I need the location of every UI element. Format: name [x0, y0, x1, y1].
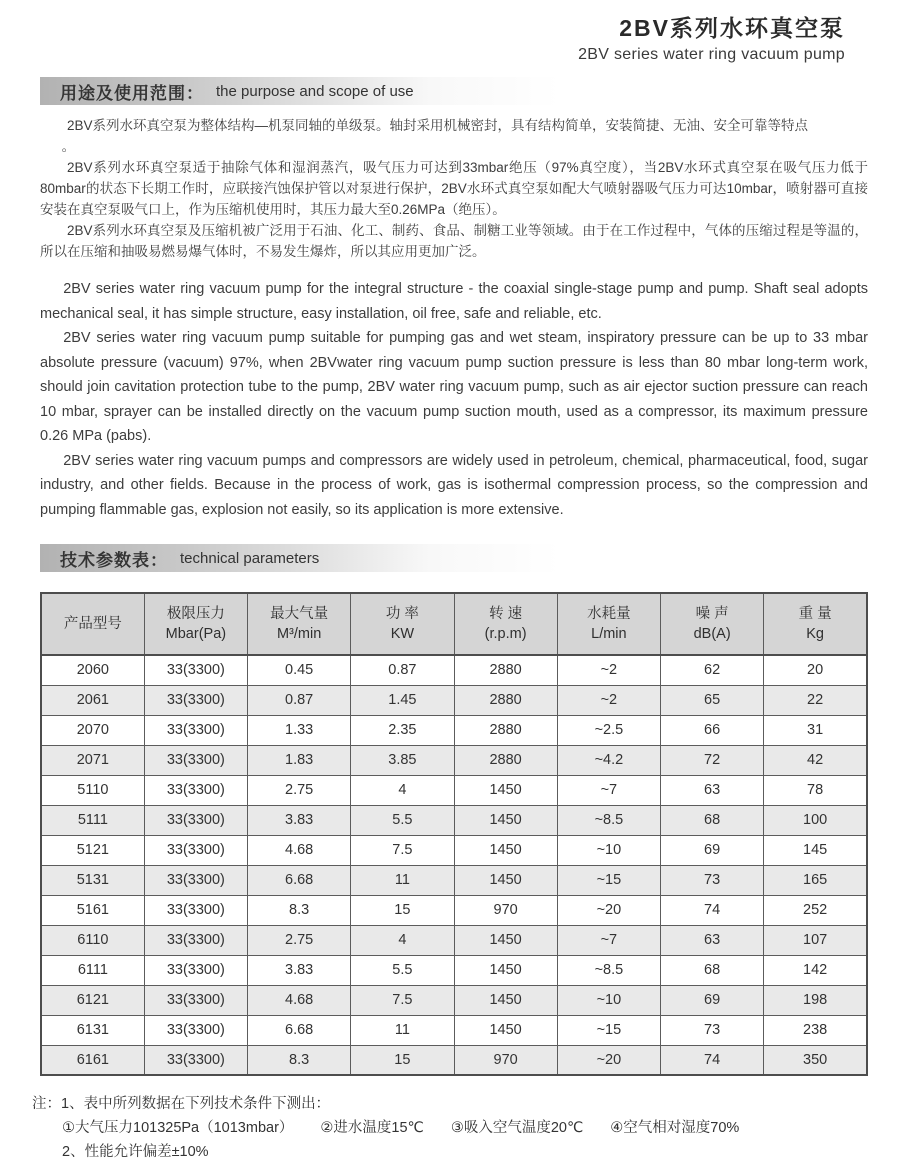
table-cell: 8.3: [248, 895, 351, 925]
column-header-label: 产品型号: [63, 616, 122, 632]
table-cell: 6121: [41, 985, 144, 1015]
table-cell: 7.5: [351, 835, 454, 865]
table-cell: 33(3300): [144, 925, 247, 955]
table-cell: 350: [764, 1045, 867, 1075]
note-line-2-text: 2、性能允许偏差±10%: [62, 1144, 209, 1160]
table-cell: 238: [764, 1015, 867, 1045]
table-cell: ~7: [557, 925, 660, 955]
table-row: [41, 745, 867, 775]
table-cell: 2880: [454, 715, 557, 745]
section-heading-parameters: [40, 544, 560, 572]
column-header-label: 最大气量: [270, 606, 329, 622]
table-cell: 1450: [454, 805, 557, 835]
table-row: [41, 955, 867, 985]
table-cell: 5121: [41, 835, 144, 865]
table-cell: 68: [661, 955, 764, 985]
column-header-unit: L/min: [591, 626, 627, 642]
table-cell: ~8.5: [557, 955, 660, 985]
table-cell: ~4.2: [557, 745, 660, 775]
table-cell: 69: [661, 985, 764, 1015]
table-cell: 6110: [41, 925, 144, 955]
table-cell: 2.35: [351, 715, 454, 745]
column-header-unit: dB(A): [693, 626, 731, 642]
table-cell: 2.75: [248, 775, 351, 805]
table-cell: 33(3300): [144, 775, 247, 805]
table-cell: 68: [661, 805, 764, 835]
table-row: [41, 715, 867, 745]
table-cell: 15: [351, 1045, 454, 1075]
table-cell: 6131: [41, 1015, 144, 1045]
table-cell: 4: [351, 775, 454, 805]
table-cell: 1450: [454, 1015, 557, 1045]
table-cell: 1.33: [248, 715, 351, 745]
table-cell: ~10: [557, 985, 660, 1015]
table-body: [41, 655, 867, 1075]
table-cell: 5131: [41, 865, 144, 895]
condition-relative-humidity: ④空气相对湿度70%: [610, 1120, 740, 1136]
table-row: [41, 925, 867, 955]
page-title-english: 2BV series water ring vacuum pump: [578, 46, 845, 63]
table-cell: ~8.5: [557, 805, 660, 835]
note-line-1: [32, 1092, 868, 1116]
table-cell: 63: [661, 775, 764, 805]
table-cell: 970: [454, 1045, 557, 1075]
table-cell: 33(3300): [144, 865, 247, 895]
header: [0, 0, 900, 64]
table-row: [41, 655, 867, 685]
table-cell: ~2.5: [557, 715, 660, 745]
table-cell: 5.5: [351, 805, 454, 835]
table-cell: 3.83: [248, 955, 351, 985]
table-header-row: [41, 593, 867, 655]
table-cell: 970: [454, 895, 557, 925]
table-cell: 1450: [454, 775, 557, 805]
table-cell: 5111: [41, 805, 144, 835]
table-cell: 11: [351, 1015, 454, 1045]
column-header-limit-pressure: [144, 593, 247, 655]
table-cell: ~2: [557, 655, 660, 685]
table-cell: 2071: [41, 745, 144, 775]
table-cell: 1.83: [248, 745, 351, 775]
table-row: [41, 685, 867, 715]
column-header-water-consumption: [557, 593, 660, 655]
table-cell: 4.68: [248, 985, 351, 1015]
paragraph-cn-3: 2BV系列水环真空泵及压缩机被广泛用于石油、化工、制药、食品、制糖工业等领域。由于在工作过程中，气体的压缩过程是等温的，所以在压缩和抽吸易燃易爆气体时，不易发生爆炸，所以其应用更加广泛。: [40, 223, 868, 259]
table-cell: 145: [764, 835, 867, 865]
table-cell: 72: [661, 745, 764, 775]
table-cell: 5.5: [351, 955, 454, 985]
table-cell: 33(3300): [144, 1045, 247, 1075]
table-row: [41, 805, 867, 835]
table-header: [41, 593, 867, 655]
table-cell: 62: [661, 655, 764, 685]
table-cell: 33(3300): [144, 805, 247, 835]
table-cell: 2880: [454, 745, 557, 775]
paragraph-cn-2: 2BV系列水环真空泵适于抽除气体和湿润蒸汽，吸气压力可达到33mbar绝压（97%真空度），当2BV水环式真空泵在吸气压力低于80mbar的状态下长期工作时，应联接汽蚀保护管以对泵进行保护，2BV水环式真空泵如配大气喷射器吸气压力可达10mbar，喷射器可直接安装在真空泵吸气口上，作为压缩机使用时，其压力最大至0.26MPa（绝压）。: [40, 160, 868, 217]
column-header-unit: M³/min: [276, 626, 322, 642]
table-cell: 69: [661, 835, 764, 865]
table-row: [41, 985, 867, 1015]
table-cell: ~15: [557, 865, 660, 895]
table-cell: 252: [764, 895, 867, 925]
table-row: [41, 775, 867, 805]
page-title-chinese: 2BV系列水环真空泵: [619, 15, 845, 41]
table-cell: 33(3300): [144, 895, 247, 925]
column-header-unit: Mbar(Pa): [165, 626, 227, 642]
paragraph-cn-1: 2BV系列水环真空泵为整体结构—机泵同轴的单级泵。轴封采用机械密封，具有结构简单，安装简捷、无油、安全可靠等特点: [67, 118, 809, 133]
table-cell: 165: [764, 865, 867, 895]
technical-parameters-table: [40, 592, 868, 1076]
table-cell: 0.87: [248, 685, 351, 715]
table-cell: 33(3300): [144, 985, 247, 1015]
table-cell: 33(3300): [144, 1015, 247, 1045]
column-header-label: 转 速: [489, 606, 523, 622]
table-cell: 2.75: [248, 925, 351, 955]
paragraph-en-2: 2BV series water ring vacuum pump suitable for pumping gas and wet steam, inspiratory pressure can be up to 33 mbar absolute pressure (vacuum) 97%, when 2BVwater ring vacuum pump suction pressure is less than 80 mbar long-term work, should join cavitation protection tube to the pump, 2BV water ring vacuum pump, such as air ejector suction pressure can reach 10 mbar, sprayer can be installed directly on the vacuum pump suction mouth, used as a compressor, its maximum pressure 0.26 MPa (pabs).: [40, 330, 868, 444]
table-cell: 0.87: [351, 655, 454, 685]
column-header-label: 极限压力: [166, 606, 225, 622]
notes: [32, 1092, 868, 1164]
table-cell: ~10: [557, 835, 660, 865]
column-header-label: 水耗量: [587, 606, 631, 622]
table-cell: 2880: [454, 685, 557, 715]
section-heading-parameters-en: technical parameters: [180, 549, 320, 567]
table-cell: 73: [661, 1015, 764, 1045]
table-cell: 4.68: [248, 835, 351, 865]
section-heading-purpose-en: the purpose and scope of use: [216, 82, 414, 100]
table-cell: 31: [764, 715, 867, 745]
table-row: [41, 835, 867, 865]
chinese-paragraphs: [40, 115, 868, 262]
english-paragraphs: [40, 277, 868, 522]
table-cell: 5110: [41, 775, 144, 805]
column-header-label: 功 率: [385, 606, 419, 622]
table-cell: 33(3300): [144, 715, 247, 745]
table-cell: 66: [661, 715, 764, 745]
table-cell: 2070: [41, 715, 144, 745]
column-header-model: [41, 593, 144, 655]
table-row: [41, 895, 867, 925]
condition-water-temperature: ②进水温度15℃: [320, 1120, 424, 1136]
table-cell: 1450: [454, 955, 557, 985]
table-cell: 20: [764, 655, 867, 685]
column-header-speed: [454, 593, 557, 655]
table-cell: 3.85: [351, 745, 454, 775]
table-cell: 1450: [454, 865, 557, 895]
table-cell: 1450: [454, 835, 557, 865]
table-cell: ~15: [557, 1015, 660, 1045]
table-cell: 2060: [41, 655, 144, 685]
table-cell: 33(3300): [144, 655, 247, 685]
paragraph-en-1: 2BV series water ring vacuum pump for the integral structure - the coaxial single-stage pump and pump. Shaft seal adopts mechanical seal, it has simple structure, easy installation, oil free, safe and reliable, etc.: [40, 281, 868, 322]
paragraph-cn-period: 。: [61, 139, 76, 154]
table-cell: 33(3300): [144, 685, 247, 715]
table-cell: 198: [764, 985, 867, 1015]
table-cell: ~20: [557, 895, 660, 925]
table-cell: 22: [764, 685, 867, 715]
table-cell: 33(3300): [144, 835, 247, 865]
table-cell: 5161: [41, 895, 144, 925]
table-cell: 65: [661, 685, 764, 715]
table-cell: 6161: [41, 1045, 144, 1075]
table-cell: 4: [351, 925, 454, 955]
table-row: [41, 1015, 867, 1045]
column-header-power: [351, 593, 454, 655]
table-cell: 8.3: [248, 1045, 351, 1075]
table-cell: 15: [351, 895, 454, 925]
column-header-unit: Kg: [806, 626, 824, 642]
table-cell: 74: [661, 895, 764, 925]
table-cell: 78: [764, 775, 867, 805]
section-heading-purpose-cn: 用途及使用范围：: [60, 83, 204, 103]
section-heading-purpose: [40, 77, 560, 105]
table-cell: 2061: [41, 685, 144, 715]
table-cell: 7.5: [351, 985, 454, 1015]
table-cell: 1450: [454, 925, 557, 955]
column-header-label: 重 量: [798, 606, 832, 622]
column-header-weight: [764, 593, 867, 655]
column-header-unit: KW: [390, 626, 415, 642]
column-header-label: 噪 声: [695, 606, 729, 622]
column-header-unit: (r.p.m): [484, 626, 527, 642]
table-row: [41, 865, 867, 895]
table-cell: 1450: [454, 985, 557, 1015]
table-cell: 142: [764, 955, 867, 985]
table-cell: 6111: [41, 955, 144, 985]
condition-air-temperature: ③吸入空气温度20℃: [450, 1120, 584, 1136]
table-cell: 33(3300): [144, 955, 247, 985]
table-cell: 6.68: [248, 1015, 351, 1045]
table-cell: 74: [661, 1045, 764, 1075]
table-cell: ~2: [557, 685, 660, 715]
table-cell: 33(3300): [144, 745, 247, 775]
table-row: [41, 1045, 867, 1075]
table-cell: 63: [661, 925, 764, 955]
paragraph-en-3: 2BV series water ring vacuum pumps and compressors are widely used in petroleum, chemical, pharmaceutical, food, sugar industry, and other fields. Because in the process of work, gas is isothermal compression process, so the compression and pumping flammable gas, explosion not easily, so its application is more extensive.: [40, 452, 868, 518]
table-cell: 0.45: [248, 655, 351, 685]
table-cell: 73: [661, 865, 764, 895]
table-cell: 2880: [454, 655, 557, 685]
table-cell: 42: [764, 745, 867, 775]
condition-atmospheric-pressure: ①大气压力101325Pa（1013mbar）: [62, 1120, 294, 1136]
table-cell: ~7: [557, 775, 660, 805]
section-heading-parameters-cn: 技术参数表：: [60, 550, 168, 570]
table-cell: 100: [764, 805, 867, 835]
table-cell: 1.45: [351, 685, 454, 715]
table-cell: ~20: [557, 1045, 660, 1075]
note-conditions: [32, 1116, 868, 1140]
table-cell: 3.83: [248, 805, 351, 835]
column-header-max-capacity: [248, 593, 351, 655]
note-line-1-text: 注：1、表中所列数据在下列技术条件下测出：: [32, 1096, 331, 1112]
table-cell: 11: [351, 865, 454, 895]
table-cell: 6.68: [248, 865, 351, 895]
column-header-noise: [661, 593, 764, 655]
table-cell: 107: [764, 925, 867, 955]
note-line-2: [32, 1140, 868, 1164]
